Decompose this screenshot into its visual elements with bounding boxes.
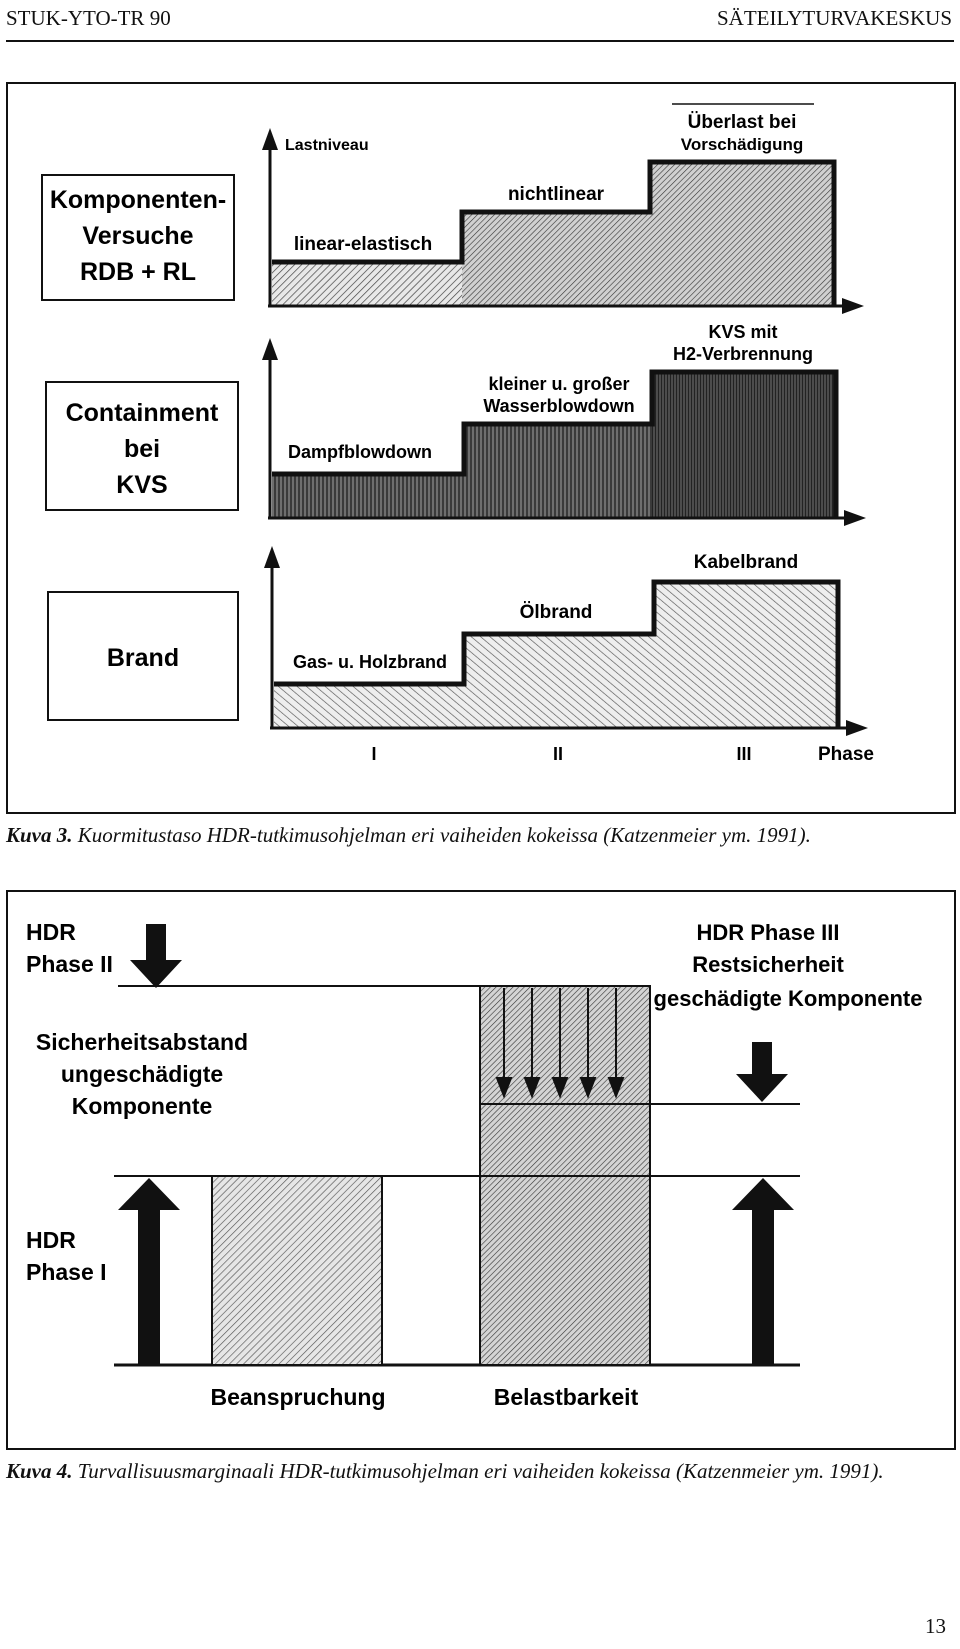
- figure-4-diagram: [8, 892, 954, 1448]
- belastbarkeit-label: Belastbarkeit: [493, 1384, 639, 1410]
- phase2-label: Phase II: [26, 951, 113, 977]
- figure-3-caption: [6, 822, 956, 848]
- institution-name: SÄTEILYTURVAKESKUS: [716, 6, 952, 30]
- beanspruchung-bar: [212, 1176, 382, 1365]
- row-label-line: bei: [123, 435, 161, 463]
- row-brand: [48, 546, 868, 736]
- phase1-label: Phase I: [26, 1259, 107, 1285]
- caption-prefix: Kuva 4.: [6, 1459, 73, 1483]
- phase-axis-title: Phase: [818, 744, 874, 765]
- margin-label: ungeschädigte: [60, 1061, 224, 1087]
- caption-prefix: Kuva 3.: [6, 823, 73, 847]
- caption-text: Kuormitustaso HDR-tutkimusohjelman eri vaiheiden kokeissa (Katzenmeier ym. 1991).: [72, 823, 811, 847]
- phase-label: III: [736, 744, 752, 764]
- row-label-line: RDB + RL: [80, 258, 196, 286]
- step-label: Kabelbrand: [693, 552, 799, 573]
- right-up-arrow: [732, 1178, 794, 1365]
- phase3-down-arrow: [736, 1042, 788, 1102]
- row-label-line: Brand: [106, 644, 180, 672]
- x-axis-arrow: [846, 720, 868, 736]
- left-up-arrow: [118, 1178, 180, 1365]
- margin-label: Komponente: [71, 1093, 213, 1119]
- step-area: [650, 162, 834, 306]
- step-area: [464, 634, 654, 728]
- page-number: 13: [925, 1614, 946, 1638]
- x-axis-arrow: [842, 298, 864, 314]
- caption-text: Turvallisuusmarginaali HDR-tutkimusohjelman eri vaiheiden kokeissa (Katzenmeier ym. 1991).: [72, 1459, 884, 1483]
- step-label: Überlast bei: [687, 112, 797, 133]
- report-number: STUK-YTO-TR 90: [6, 6, 171, 30]
- figure-4-caption: [6, 1458, 956, 1484]
- phase-label: I: [371, 744, 377, 764]
- row-label-line: Komponenten-: [49, 186, 227, 214]
- phase3-label: Restsicherheit: [692, 952, 844, 977]
- step-label: H2-Verbrennung: [672, 344, 814, 364]
- step-area: [274, 684, 464, 728]
- y-axis-arrow: [262, 128, 278, 150]
- figure-4-frame: [6, 890, 956, 1450]
- step-label: linear-elastisch: [293, 234, 433, 255]
- step-area: [652, 372, 836, 518]
- step-label: Ölbrand: [519, 602, 593, 623]
- phase3-label: geschädigte Komponente: [653, 986, 923, 1011]
- figure-3-diagram: [8, 84, 954, 812]
- x-axis-arrow: [844, 510, 866, 526]
- beanspruchung-label: Beanspruchung: [210, 1384, 386, 1410]
- step-label: nichtlinear: [507, 184, 605, 205]
- row-label-line: KVS: [116, 471, 168, 499]
- phase2-label: HDR: [26, 919, 76, 945]
- step-label: kleiner u. großer: [488, 374, 630, 394]
- phase-label: II: [552, 744, 564, 764]
- header-rule: [6, 40, 954, 42]
- step-area: [272, 474, 464, 518]
- phase-axis-labels: [371, 744, 874, 765]
- y-axis-label: Lastniveau: [285, 137, 369, 154]
- y-axis-arrow: [262, 338, 278, 360]
- phase3-label: HDR Phase III: [696, 920, 840, 945]
- margin-label: Sicherheitsabstand: [35, 1029, 249, 1055]
- step-label: KVS mit: [708, 322, 778, 342]
- phase2-down-arrow: [130, 924, 182, 988]
- step-label: Gas- u. Holzbrand: [292, 652, 448, 672]
- row-label-line: Versuche: [82, 222, 194, 250]
- page-header: [0, 0, 960, 44]
- step-area: [272, 262, 462, 306]
- step-area: [654, 582, 838, 728]
- step-label: Dampfblowdown: [288, 442, 432, 462]
- phase1-label: HDR: [26, 1227, 76, 1253]
- step-label: Wasserblowdown: [483, 396, 635, 416]
- row-containment: [46, 322, 866, 526]
- y-axis-arrow: [264, 546, 280, 568]
- figure-3-frame: [6, 82, 956, 814]
- step-area: [462, 212, 650, 306]
- row-label-line: Containment: [65, 399, 219, 427]
- step-area: [464, 424, 652, 518]
- step-label: Vorschädigung: [680, 135, 804, 154]
- row-komponenten: [42, 104, 864, 314]
